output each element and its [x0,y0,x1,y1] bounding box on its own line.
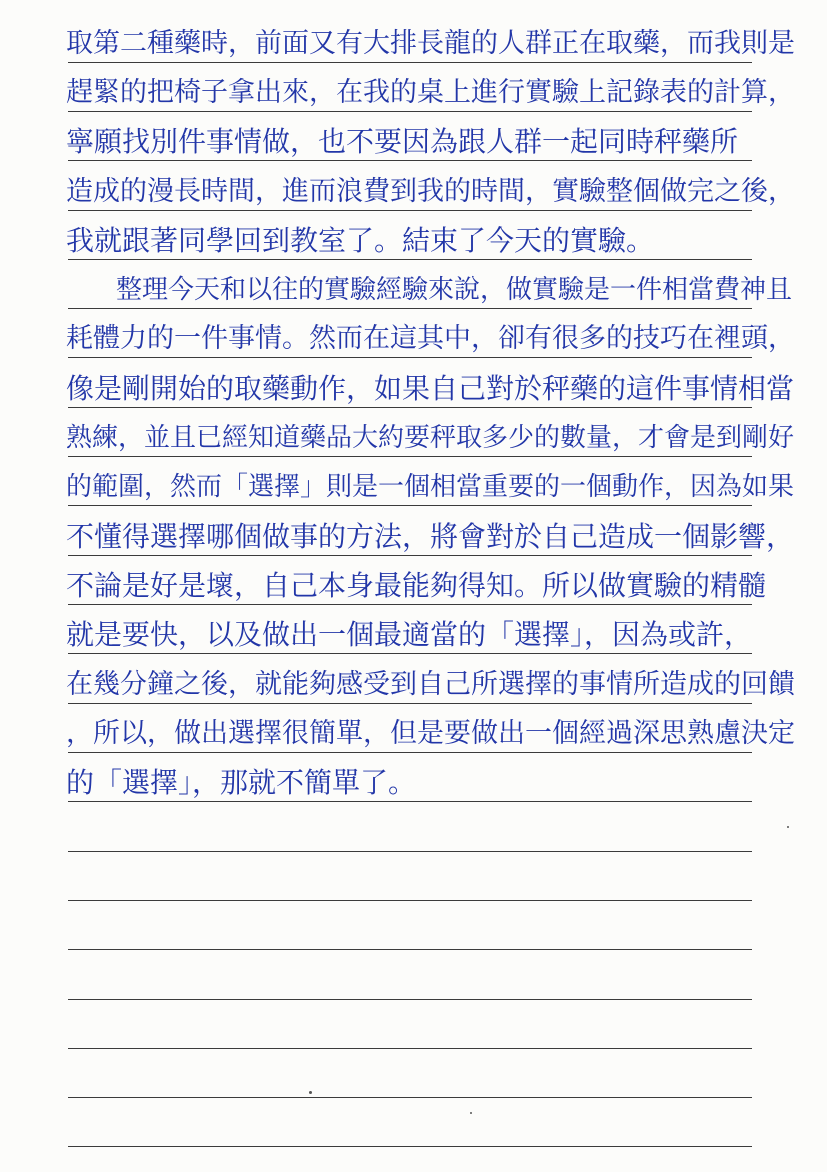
ruled-line [68,407,752,408]
text-line: 整理今天和以往的實驗經驗來說，做實驗是一件相當費神且 [116,275,793,305]
text-line: 像是剛開始的取藥動作，如果自己對於秤藥的這件事情相當 [66,372,795,405]
ruled-line [68,1048,752,1049]
text-line: 不懂得選擇哪個做事的方法，將會對於自己造成一個影響， [66,520,795,553]
ruled-line [68,259,752,260]
ruled-line [68,1097,752,1098]
ruled-line [68,752,752,753]
text-line: 造成的漫長時間，進而浪費到我的時間，實驗整個做完之後， [66,176,795,207]
text-line: 耗體力的一件事情。然而在這其中，卻有很多的技巧在裡頭， [66,323,795,354]
text-line: 的範圍，然而「選擇」則是一個相當重要的一個動作，因為如果 [66,472,795,502]
text-line: 就是要快，以及做出一個最適當的「選擇」，因為或許， [66,618,753,651]
ruled-line [68,801,752,802]
text-line: 熟練，並且已經知道藥品大約要秤取多少的數量，才會是到剛好 [66,423,795,453]
ruled-line [68,851,752,852]
text-line: 的「選擇」，那就不簡單了。 [66,766,417,799]
ruled-line [68,357,752,358]
text-line: ，所以，做出選擇很簡單，但是要做出一個經過深思熟慮決定 [66,718,795,749]
ruled-line [68,1146,752,1147]
ruled-line [68,900,752,901]
text-line: 不論是好是壞，自己本身最能夠得知。所以做實驗的精髓 [66,569,767,602]
ruled-line [68,555,752,556]
ruled-line [68,703,752,704]
ruled-line [68,999,752,1000]
ruled-line [68,160,752,161]
text-line: 寧願找別件事情做，也不要因為跟人群一起同時秤藥所 [66,125,739,158]
text-line: 趕緊的把椅子拿出來，在我的桌上進行實驗上記錄表的計算， [66,77,795,108]
ruled-line [68,456,752,457]
ruled-line [68,62,752,63]
ruled-line [68,653,752,654]
paper-speck [787,826,789,828]
text-line: 我就跟著同學回到教室了。結束了今天的實驗。 [66,224,655,257]
text-line: 取第二種藥時，前面又有大排長龍的人群正在取藥，而我則是 [66,28,795,59]
paper-speck [470,1112,472,1114]
ruled-line [68,308,752,309]
ruled-line [68,210,752,211]
text-line: 在幾分鐘之後，就能夠感受到自己所選擇的事情所造成的回饋 [66,669,795,700]
ruled-line [68,505,752,506]
ruled-line [68,949,752,950]
ruled-line [68,604,752,605]
ruled-line [68,111,752,112]
paper-speck [309,1091,312,1094]
